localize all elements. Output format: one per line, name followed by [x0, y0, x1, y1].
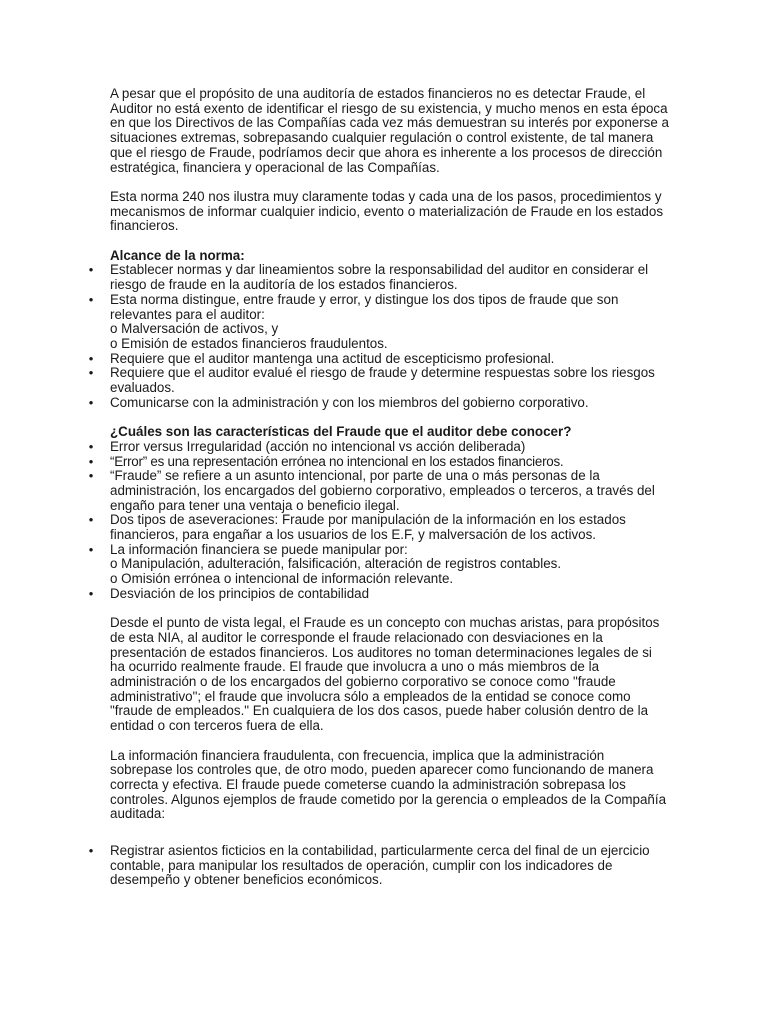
bullet-icon: • — [88, 512, 94, 528]
bullet-icon: • — [88, 541, 94, 557]
bullet-icon: • — [88, 291, 94, 307]
list-item — [88, 365, 670, 396]
bullet-list-ejemplos — [88, 843, 670, 888]
list-item-text: Registrar asientos ficticios en la contabilidad, particularmente cerca del final de un ejercicio contable, para manipular los resultados de operación, cumplir con los indicadores de desempeño y obtener beneficios económicos. — [110, 843, 650, 888]
document-body — [88, 86, 670, 888]
list-item-text: Dos tipos de aseveraciones: Fraude por manipulación de la información en los estados financieros, para engañar a los usuarios de los E.F, y malversación de los activos. — [110, 512, 626, 543]
bullet-icon: • — [88, 438, 94, 454]
bullet-icon: • — [88, 585, 94, 601]
list-item-text: Comunicarse con la administración y con los miembros del gobierno corporativo. — [110, 394, 589, 410]
list-item — [88, 438, 670, 455]
bullet-icon: • — [88, 453, 94, 469]
body-paragraph-2: La información financiera fraudulenta, con frecuencia, implica que la administración sobrepase los controles que, de otro modo, pueden aparecer como funcionando de manera correcta y efectiva. El fraude puede cometerse cuando la administración sobrepasa los controles. Algunos ejemplos de fraude cometido por la gerencia o empleados de la Compañía auditada: — [110, 747, 667, 822]
list-item-text: Esta norma distingue, entre fraude y error, y distingue los dos tipos de fraude que son relevantes para el auditor: — [110, 291, 619, 322]
list-item-text: La información financiera se puede manipular por: — [110, 541, 408, 557]
list-item-text: “Error” es una representación errónea no intencional en los estados financieros. — [110, 453, 564, 469]
bullet-icon: • — [88, 843, 94, 859]
bullet-icon: • — [88, 365, 94, 381]
list-item — [88, 512, 670, 543]
list-item-text: Requiere que el auditor mantenga una actitud de escepticismo profesional. — [110, 350, 555, 366]
section-heading-caracteristicas: ¿Cuáles son las características del Fraude que el auditor debe conocer? — [110, 424, 572, 440]
list-item — [88, 453, 670, 470]
list-subitem: o Omisión errónea o intencional de información relevante. — [110, 571, 454, 587]
list-item — [88, 291, 670, 352]
bullet-list-alcance — [88, 262, 670, 410]
list-item — [88, 394, 670, 411]
bullet-icon: • — [88, 350, 94, 366]
section-heading-alcance: Alcance de la norma: — [110, 247, 245, 263]
bullet-icon: • — [88, 394, 94, 410]
list-item-text: Error versus Irregularidad (acción no intencional vs acción deliberada) — [110, 438, 526, 454]
list-subitem: o Manipulación, adulteración, falsificación, alteración de registros contables. — [110, 556, 562, 572]
list-subitem: o Emisión de estados financieros fraudulentos. — [110, 335, 388, 351]
bullet-icon: • — [88, 468, 94, 484]
list-item — [88, 468, 670, 513]
list-item — [88, 350, 670, 367]
list-item-text: Desviación de los principios de contabilidad — [110, 585, 370, 601]
list-item-text: Requiere que el auditor evalué el riesgo de fraude y determine respuestas sobre los riesgos evaluados. — [110, 365, 655, 396]
bullet-list-caracteristicas — [88, 438, 670, 602]
list-item — [88, 262, 670, 293]
list-item-text: Establecer normas y dar lineamientos sobre la responsabilidad del auditor en considerar el riesgo de fraude en la auditoría de los estados financieros. — [110, 262, 649, 293]
bullet-icon: • — [88, 262, 94, 278]
list-item — [88, 585, 670, 602]
list-item-text: “Fraude” se refiere a un asunto intencional, por parte de una o más personas de la administración, los encargados del gobierno corporativo, empleados o terceros, a través del engaño para tener una ventaja o beneficio ilegal. — [110, 468, 655, 513]
intro-paragraph-1: A pesar que el propósito de una auditoría de estados financieros no es detectar Fraude, el Auditor no está exento de identificar el riesgo de su existencia, y mucho menos en esta época en que los Directivos de las Compañías cada vez más demuestran su interés por exponerse a situaciones extremas, sobrepasando cualquier regulación o control existente, de tal manera que el riesgo de Fraude, podríamos decir que ahora es inherente a los procesos de dirección estratégica, financiera y operacional de las Compañías. — [110, 86, 669, 175]
list-item — [88, 541, 670, 587]
list-item — [88, 843, 670, 888]
intro-paragraph-2: Esta norma 240 nos ilustra muy claramente todas y cada una de los pasos, procedimientos y mecanismos de informar cualquier indicio, evento o materialización de Fraude en los estados financieros. — [110, 188, 664, 234]
body-paragraph-1: Desde el punto de vista legal, el Fraude es un concepto con muchas aristas, para propósitos de esta NIA, al auditor le corresponde el fraude relacionado con desviaciones en la presentación de estados financieros. Los auditores no toman determinaciones legales de si ha ocurrido realmente fraude. El fraude que involucra a uno o más miembros de la administración o de los encargados del gobierno corporativo se conoce como "fraude administrativo"; el fraude que involucra sólo a empleados de la entidad se conoce como "fraude de empleados." En cualquiera de los dos casos, puede haber colusión dentro de la entidad o con terceros fuera de ella. — [110, 615, 660, 734]
list-subitem: o Malversación de activos, y — [110, 321, 279, 337]
